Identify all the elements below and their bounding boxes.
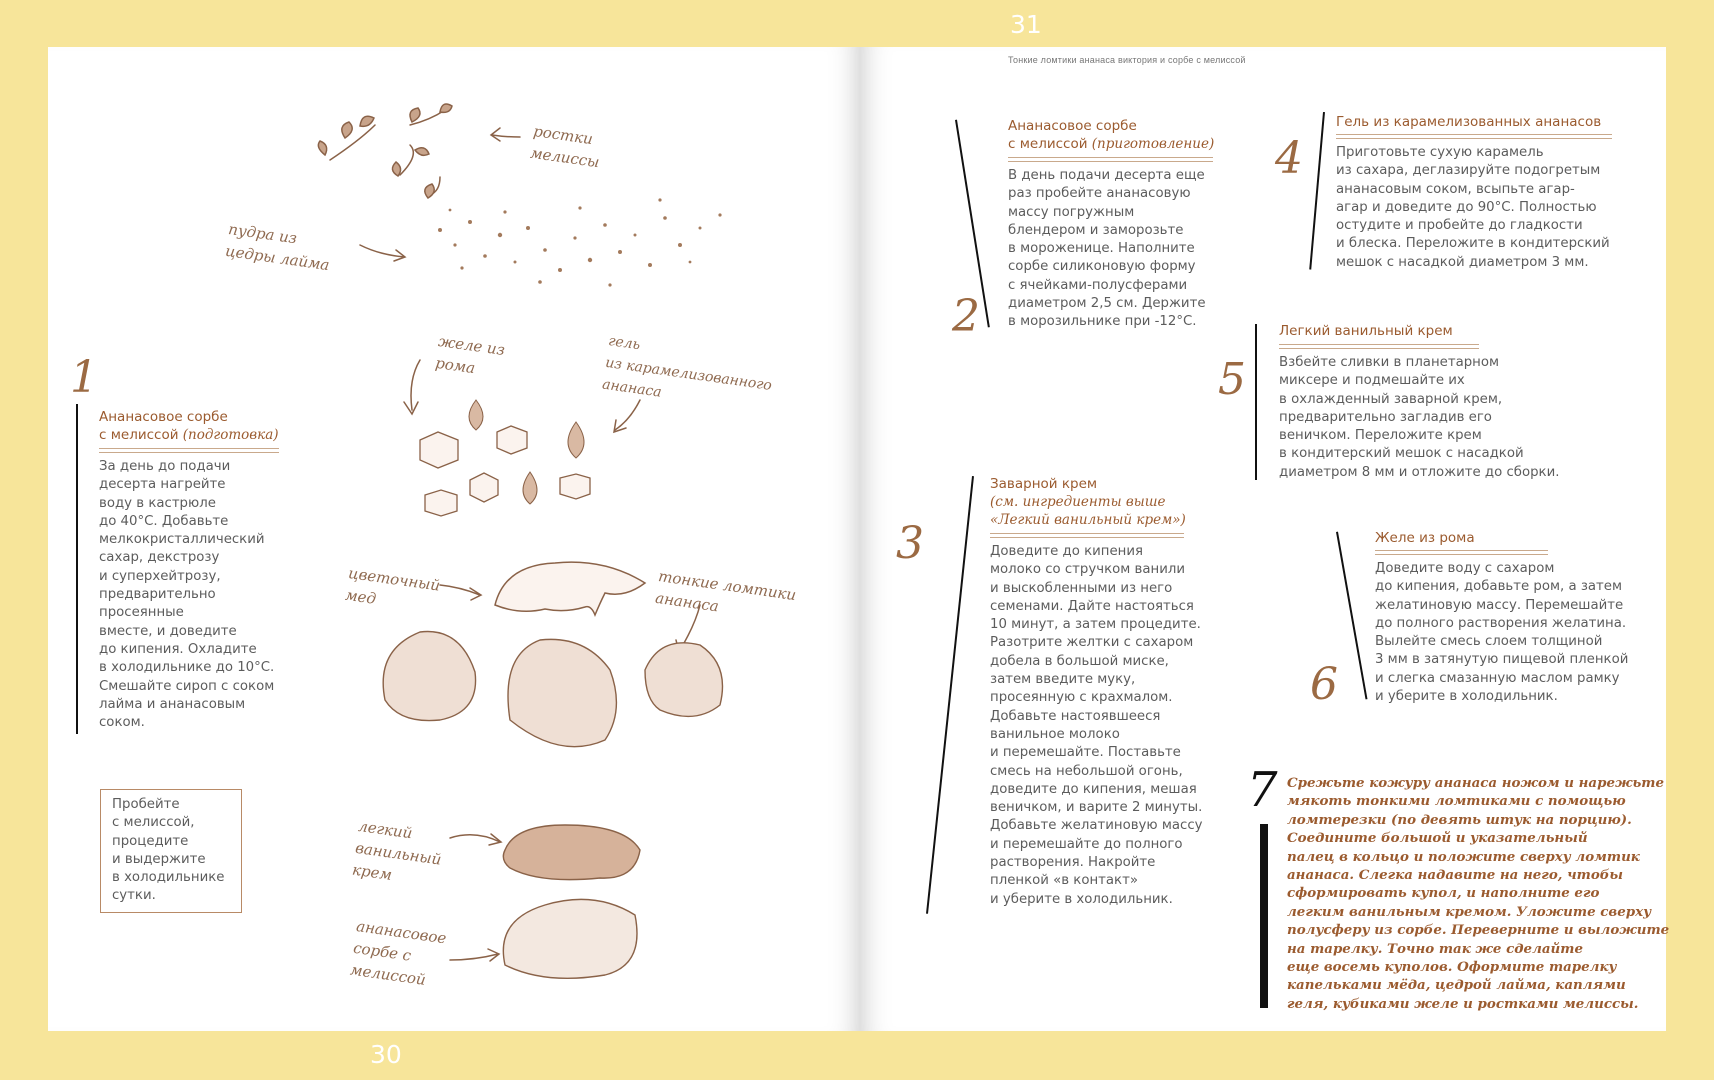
- step-5-title: Легкий ванильный крем: [1279, 323, 1453, 339]
- step-6-rule: [1375, 550, 1548, 555]
- arrow-icon: [450, 949, 499, 961]
- running-header: Тонкие ломтики ананаса виктория и сорбе с мелиссой: [1008, 55, 1246, 65]
- step-7-body: Срежьте кожуру ананаса ножом и нарежьте мякоть тонкими ломтиками с помощью ломтерезки (по девять штук на порцию). Соедините большой и указательный палец в кольцо и положите сверху ломтик ананаса. Слегка надавите на него, чтобы сформировать купол, и наполните его легким ванильным кремом. Уложите сверху полусферу из сорбе. Переверните и выложите на тарелку. Точно так же сделайте еще восемь куполов. Оформите тарелку капельками мёда, цедрой лайма, каплями геля, кубиками желе и ростками мелиссы.: [1287, 775, 1670, 1012]
- step-4-body: Приготовьте сухую карамель из сахара, деглазируйте подогретым ананасовым соком, всыпьте агар- агар и доведите до 90°С. Полностью остудите и пробейте до гладкости и блеска. Переложите в кондитерский мешок с насадкой диаметром 3 мм.: [1336, 145, 1610, 270]
- arrow-icon: [450, 834, 501, 845]
- step-5-body: Взбейте сливки в планетарном миксере и подмешайте их в охлажденный заварной крем, предварительно загладив его веничком. Переложите крем в кондитерский мешок с насадкой диаметром 8 мм и отложите до сборки.: [1279, 355, 1560, 480]
- arrow-icon: [491, 128, 520, 141]
- label-gel: гель из карамелизованного ананаса: [601, 332, 773, 401]
- label-jelly: желе из рома: [434, 331, 507, 378]
- lime-zest-sketch: [438, 198, 722, 286]
- step-4-title: Гель из карамелизованных ананасов: [1336, 114, 1602, 130]
- jelly-cubes-sketch: [420, 426, 590, 516]
- sorbet-sketch: [503, 899, 637, 978]
- step-number-6: 6: [1310, 659, 1338, 710]
- step-number-3: 3: [896, 518, 924, 569]
- step-number-1: 1: [70, 352, 98, 403]
- step-number-4: 4: [1275, 133, 1303, 184]
- step-6-body: Доведите воду с сахаром до кипения, добавьте ром, а затем желатиновую массу. Перемешайте до полного растворения желатина. Вылейте смесь слоем толщиной 3 мм в затянутую пищевой пленкой и слегка смазанную маслом рамку и уберите в холодильник.: [1375, 561, 1629, 705]
- label-cream: легкий ванильный крем: [351, 816, 443, 884]
- step-3-title: Заварной крем (см. ингредиенты выше «Легкий ванильный крем»): [990, 476, 1186, 528]
- pineapple-domes-sketch: [383, 632, 722, 747]
- arrow-icon: [440, 585, 481, 600]
- step-1-rule: [99, 448, 279, 453]
- step-7-bar: [1260, 824, 1268, 1008]
- step-1-title: Ананасовое сорбе с мелиссой (подготовка): [99, 409, 279, 443]
- step-3-body: Доведите до кипения молоко со стручком ванили и выскобленными из него семенами. Дайте настояться 10 минут, а затем процедите. Разотрите желтки с сахаром добела в большой миске, затем введите муку, просеянную с крахмалом. Добавьте настоявшееся ванильное молоко и перемешайте. Поставьте смесь на небольшой огонь, доведите до кипения, мешая веничком, и варите 2 минуты. Добавьте желатиновую массу и перемешайте до полного растворения. Накройте пленкой «в контакт» и уберите в холодильник.: [990, 544, 1203, 907]
- label-sprouts: ростки мелиссы: [529, 121, 601, 172]
- label-sorbet: ананасовое сорбе с мелиссой: [349, 916, 448, 989]
- label-slices: тонкие ломтики ананаса: [654, 566, 798, 616]
- step-number-7: 7: [1247, 762, 1278, 818]
- step-5-divider: [1255, 324, 1257, 480]
- step-3-rule: [990, 533, 1184, 538]
- page-number-right: 31: [1010, 10, 1042, 39]
- label-zest: пудра из цедры лайма: [224, 219, 331, 275]
- honey-sketch: [495, 562, 645, 615]
- step-number-2: 2: [952, 291, 980, 342]
- step-5-rule: [1279, 344, 1479, 349]
- step-1-body: За день до подачи десерта нагрейте воду в кастрюле до 40°С. Добавьте мелкокристаллический сахар, декстрозу и суперхейтрозу, предварительно просеянные вместе, и доведите до кипения. Охладите в холодильнике до 10°С. Смешайте сироп с соком лайма и ананасовым соком.: [99, 459, 275, 731]
- arrow-icon: [360, 245, 405, 261]
- sieve-note-box: Пробейте с мелиссой, процедите и выдержите в холодильнике сутки.: [100, 789, 242, 913]
- step-4-rule: [1336, 134, 1612, 139]
- step-2-rule: [1008, 157, 1213, 162]
- label-honey: цветочный мед: [344, 563, 442, 608]
- step-number-5: 5: [1218, 354, 1246, 405]
- vanilla-cream-sketch: [503, 825, 640, 880]
- arrow-icon: [404, 360, 420, 414]
- step-6-title: Желе из рома: [1375, 530, 1475, 546]
- step-2-body: В день подачи десерта еще раз пробейте ананасовую массу погружным блендером и заморозьте в мороженице. Наполните сорбе силиконовую форму с ячейками-полусферами диаметром 2,5 см. Держите в морозильнике при -12°С.: [1008, 168, 1206, 330]
- arrow-icon: [614, 400, 640, 432]
- step-2-title: Ананасовое сорбе с мелиссой (приготовление): [1008, 118, 1215, 152]
- mint-sprouts-sketch: [318, 104, 452, 198]
- step-1-divider: [76, 404, 78, 734]
- page-number-left: 30: [370, 1040, 402, 1069]
